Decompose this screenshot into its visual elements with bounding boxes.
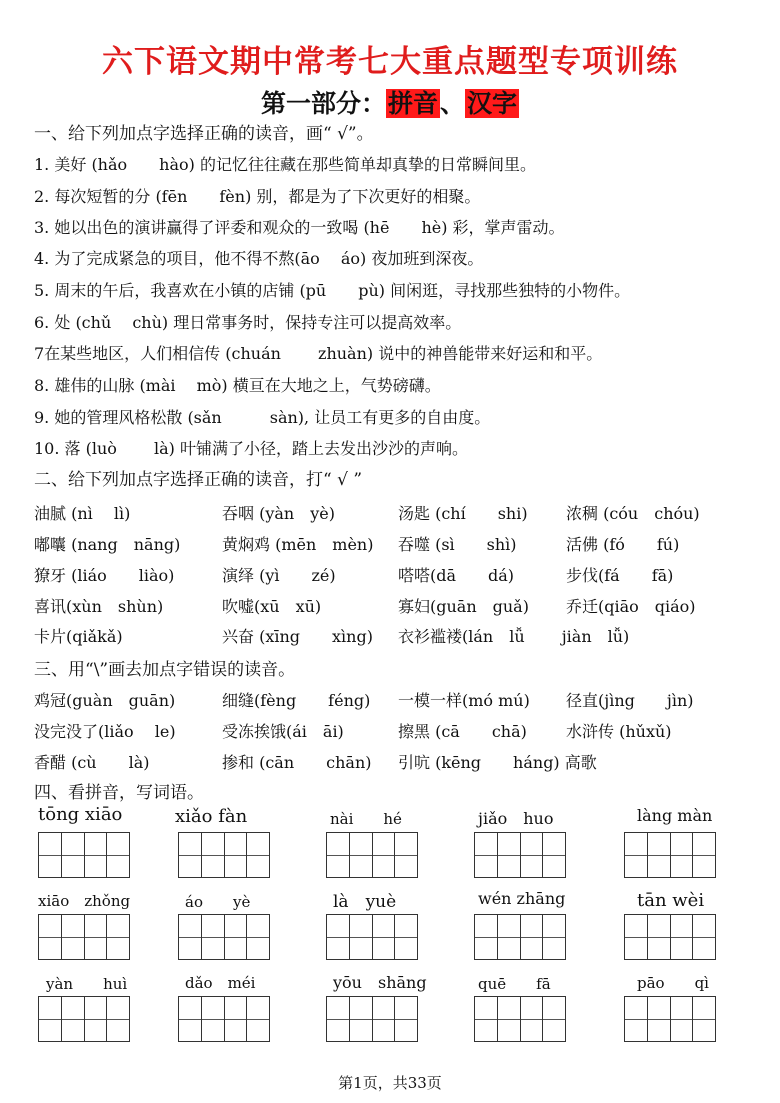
pinyin-prompt: quē fā — [478, 975, 551, 993]
s2-item: 卡片(qiǎkǎ) — [34, 627, 123, 646]
s1-line: 10. 落 (luò là) 叶铺满了小径，踏上去发出沙沙的声响。 — [34, 439, 468, 458]
section2-heading: 二、给下列加点字选择正确的读音，打“ √ ” — [34, 470, 363, 490]
pinyin-prompt: xiāo zhǒng — [38, 892, 131, 910]
s2-item: 寡妇(guān guǎ) — [398, 597, 529, 616]
answer-grid[interactable] — [326, 914, 418, 960]
pinyin-prompt: là yuè — [333, 892, 397, 912]
s3-item: 鸡冠(guàn guān) — [34, 691, 176, 710]
pinyin-prompt: yàn huì — [46, 975, 128, 993]
pinyin-prompt: tān wèi — [637, 890, 705, 911]
s1-line: 4. 为了完成紧急的项目，他不得不熬(āo áo) 夜加班到深夜。 — [34, 249, 484, 268]
s2-item: 演绎 (yì zé) — [222, 566, 336, 585]
s2-item: 步伐(fá fā) — [566, 566, 674, 585]
pinyin-prompt: pāo qì — [637, 974, 709, 992]
answer-grid[interactable] — [178, 914, 270, 960]
s3-item: 细缝(fèng féng) — [222, 691, 371, 710]
s2-item: 汤匙 (chí shi) — [398, 504, 528, 523]
pinyin-prompt: nài hé — [330, 810, 402, 828]
s2-item: 吹嘘(xū xū) — [222, 597, 322, 616]
s2-item: 嗒嗒(dā dá) — [398, 566, 515, 585]
s1-line: 5. 周末的午后，我喜欢在小镇的店铺 (pū pù) 间闲逛，寻找那些独特的小物件。 — [34, 281, 631, 300]
s2-item: 衣衫褴褛(lán lǚ jiàn lǚ) — [398, 627, 630, 646]
s2-item: 活佛 (fó fú) — [566, 535, 680, 554]
answer-grid[interactable] — [474, 996, 566, 1042]
part-prefix: 第一部分： — [260, 89, 386, 118]
s2-item: 吞噬 (sì shì) — [398, 535, 517, 554]
s2-item: 吞咽 (yàn yè) — [222, 504, 335, 523]
answer-grid[interactable] — [38, 914, 130, 960]
answer-grid[interactable] — [624, 914, 716, 960]
pinyin-prompt: tōng xiāo — [38, 804, 123, 825]
s2-item: 喜讯(xùn shùn) — [34, 597, 164, 616]
s2-item: 油腻 (nì lì) — [34, 504, 131, 523]
s2-item: 浓稠 (cóu chóu) — [566, 504, 700, 523]
answer-grid[interactable] — [474, 914, 566, 960]
answer-grid[interactable] — [38, 996, 130, 1042]
part-separator: 、 — [440, 89, 466, 118]
answer-grid[interactable] — [178, 996, 270, 1042]
section1-heading: 一、给下列加点字选择正确的读音，画“ √”。 — [34, 124, 374, 144]
s3-item: 一模一样(mó mú) — [398, 691, 530, 710]
s3-item: 受冻挨饿(ái āi) — [222, 722, 344, 741]
s1-line: 1. 美好 (hǎo hào) 的记忆往往藏在那些简单却真挚的日常瞬间里。 — [34, 155, 536, 174]
section4-heading: 四、看拼音，写词语。 — [34, 783, 204, 803]
page-title: 六下语文期中常考七大重点题型专项训练 — [102, 44, 678, 80]
s1-line: 6. 处 (chǔ chù) 理日常事务时，保持专注可以提高效率。 — [34, 313, 462, 332]
s3-item: 水浒传 (hǔxǔ) — [566, 722, 672, 741]
section3-heading: 三、用“\”画去加点字错误的读音。 — [34, 660, 296, 680]
answer-grid[interactable] — [178, 832, 270, 878]
answer-grid[interactable] — [624, 832, 716, 878]
part-highlight-pinyin: 拼音 — [387, 89, 438, 118]
answer-grid[interactable] — [38, 832, 130, 878]
s1-line: 3. 她以出色的演讲赢得了评委和观众的一致喝 (hē hè) 彩，掌声雷动。 — [34, 218, 565, 237]
answer-grid[interactable] — [474, 832, 566, 878]
pinyin-prompt: làng màn — [637, 806, 713, 825]
answer-grid[interactable] — [624, 996, 716, 1042]
s2-item: 黄焖鸡 (mēn mèn) — [222, 535, 374, 554]
s3-item: 引吭 (kēng háng) 高歌 — [398, 753, 597, 772]
page-footer: 第1页，共33页 — [338, 1074, 442, 1092]
s2-item: 嘟囔 (nang nāng) — [34, 535, 181, 554]
s3-item: 掺和 (cān chān) — [222, 753, 372, 772]
s3-item: 径直(jìng jìn) — [566, 691, 694, 710]
part-highlight-hanzi: 汉字 — [467, 89, 518, 118]
pinyin-prompt: xiǎo fàn — [175, 806, 248, 827]
s2-item: 獠牙 (liáo liào) — [34, 566, 175, 585]
s3-item: 擦黑 (cā chā) — [398, 722, 527, 741]
part-heading — [0, 84, 780, 120]
answer-grid[interactable] — [326, 996, 418, 1042]
pinyin-prompt: dǎo méi — [185, 974, 256, 992]
pinyin-prompt: yōu shāng — [333, 973, 427, 992]
s2-item: 乔迁(qiāo qiáo) — [566, 597, 696, 616]
answer-grid[interactable] — [326, 832, 418, 878]
s2-item: 兴奋 (xīng xìng) — [222, 627, 373, 646]
pinyin-prompt: jiǎo huo — [478, 809, 554, 828]
s1-line: 9. 她的管理风格松散 (sǎn sàn), 让员工有更多的自由度。 — [34, 408, 491, 427]
s1-line: 7在某些地区，人们相信传 (chuán zhuàn) 说中的神兽能带来好运和和平。 — [34, 344, 603, 363]
s3-item: 没完没了(liǎo le) — [34, 722, 176, 741]
s1-line: 8. 雄伟的山脉 (mài mò) 横亘在大地之上，气势磅礴。 — [34, 376, 441, 395]
pinyin-prompt: áo yè — [185, 893, 251, 911]
s3-item: 香醋 (cù là) — [34, 753, 150, 772]
s1-line: 2. 每次短暂的分 (fēn fèn) 别，都是为了下次更好的相聚。 — [34, 187, 481, 206]
pinyin-prompt: wén zhāng — [478, 889, 566, 908]
